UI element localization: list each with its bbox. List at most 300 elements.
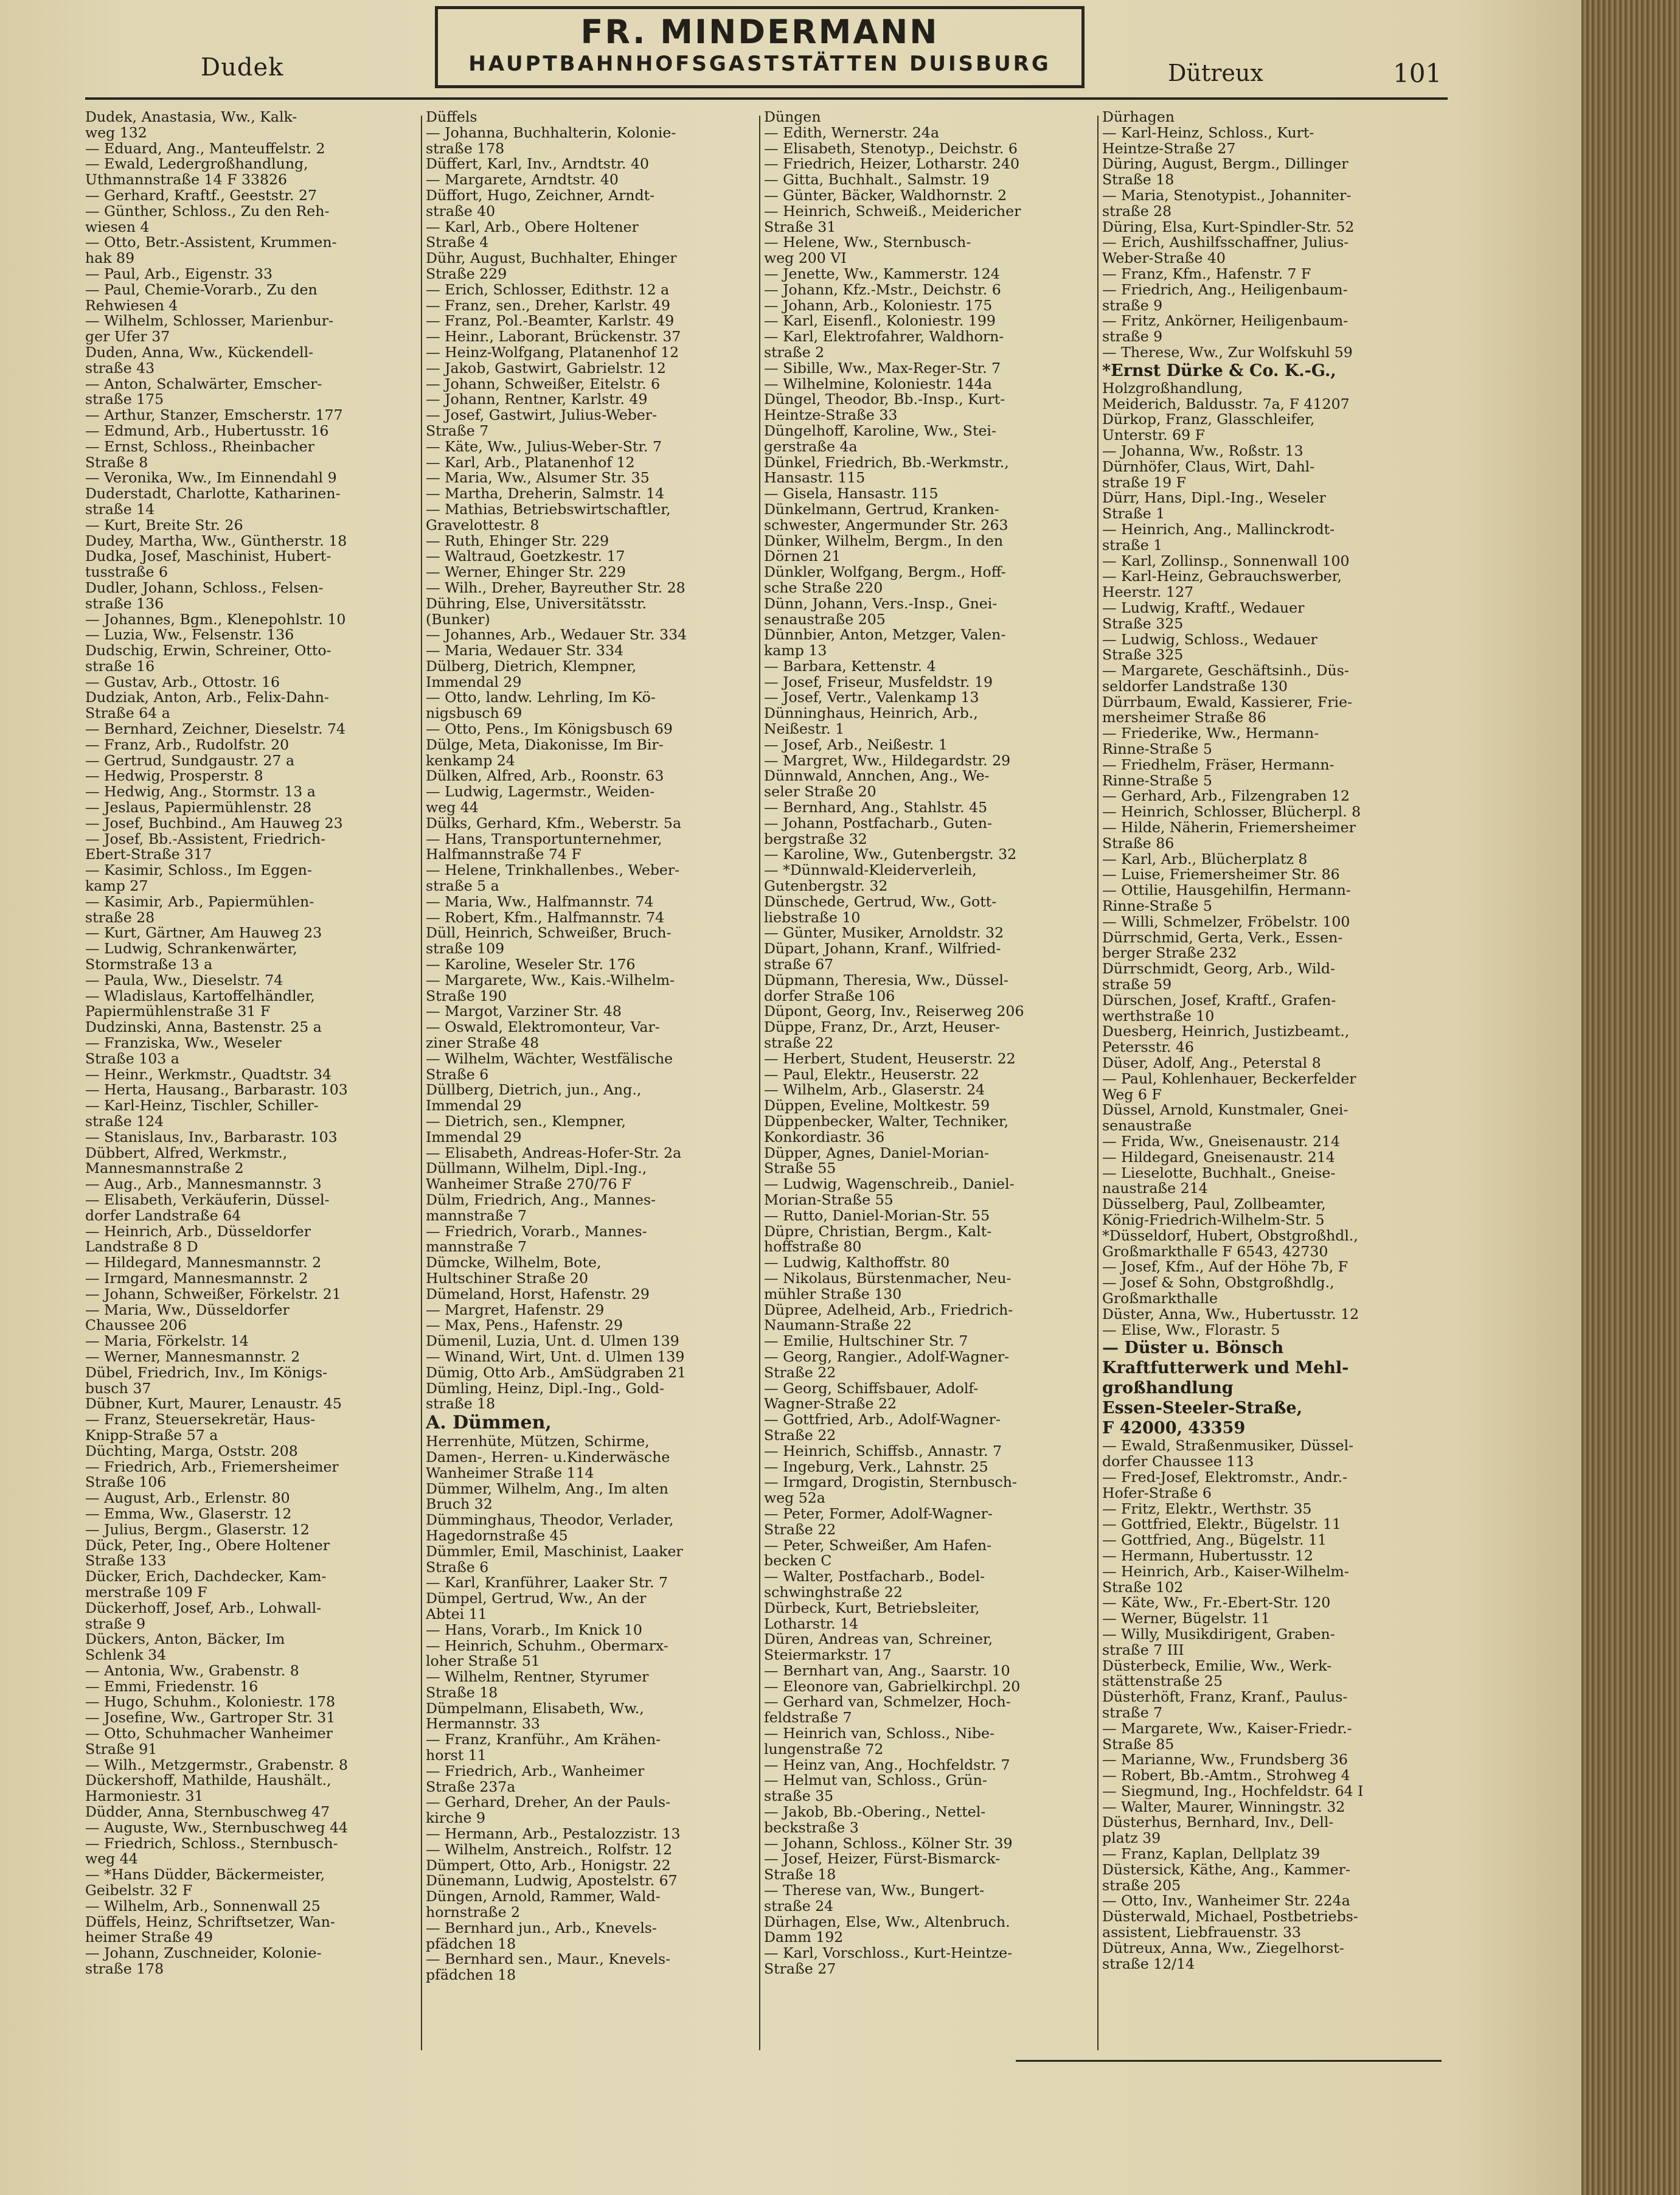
directory-entry-line: weg 44 [85,1851,138,1868]
directory-entry-line: — Veronika, Ww., Im Einnendahl 9 [85,470,337,487]
directory-entry-line: — Josef, Heizer, Fürst-Bismarck- [764,1851,1001,1868]
directory-entry-line: — Maria, Stenotypist., Johanniter- [1102,187,1352,204]
directory-entry-line: werthstraße 10 [1102,1008,1215,1024]
directory-entry-line: gerstraße 4a [764,439,858,455]
directory-entry-line: — Josef & Sohn, Obstgroßhdlg., [1102,1275,1335,1291]
directory-entry-line: — Heinrich, Schlosser, Blücherpl. 8 [1102,804,1361,821]
directory-entry-line: pfädchen 18 [426,1936,516,1952]
directory-entry-line: — Kasimir, Arb., Papiermühlen- [85,894,314,910]
directory-entry-line: — Johannes, Bgm., Klenepohlstr. 10 [85,611,346,628]
directory-entry-line: Dülge, Meta, Diakonisse, Im Bir- [426,737,664,753]
directory-entry-line: Dudek, Anastasia, Ww., Kalk- [85,110,297,125]
directory-entry-line: lungenstraße 72 [764,1741,884,1758]
directory-entry-line: Straße 64 a [85,706,170,722]
directory-entry-line: Wanheimer Straße 114 [426,1465,594,1481]
directory-entry-line: Dünkelmann, Gertrud, Kranken- [764,501,999,518]
directory-entry-line: Steiermarkstr. 17 [764,1647,892,1663]
directory-entry-line: — Johann, Postfacharb., Guten- [764,815,992,832]
directory-entry-line: Straße 22 [764,1365,836,1381]
directory-entry-line: Landstraße 8 D [85,1239,198,1256]
directory-entry-line: Düssel, Arnold, Kunstmaler, Gnei- [1102,1102,1349,1119]
directory-entry-line: — Heinr., Werkmstr., Quadtstr. 34 [85,1066,332,1083]
directory-entry-line: — Gisela, Hansastr. 115 [764,486,939,502]
directory-entry-line: stättenstraße 25 [1102,1674,1223,1690]
directory-entry-line: Morian-Straße 55 [764,1192,894,1208]
directory-entry-line: — Johanna, Ww., Roßstr. 13 [1102,443,1303,459]
directory-entry-line: — Karoline, Weseler Str. 176 [426,957,636,973]
directory-entry-line: Duden, Anna, Ww., Kückendell- [85,344,314,361]
directory-entry-line: — Luise, Friemersheimer Str. 86 [1102,867,1340,883]
directory-entry-line: Rehwiesen 4 [85,297,178,314]
directory-entry-line: Damm 192 [764,1930,844,1946]
directory-entry-line: ziner Straße 48 [426,1035,540,1051]
directory-entry-line: Holzgroßhandlung, [1102,380,1243,397]
directory-entry-line: Dünnbier, Anton, Metzger, Valen- [764,627,1006,644]
directory-entry-line: Dürrschmidt, Georg, Arb., Wild- [1102,961,1336,978]
directory-entry-line: — Therese van, Ww., Bungert- [764,1883,985,1899]
directory-entry-line: straße 40 [426,203,496,220]
directory-entry-line: — Wilhelmine, Koloniestr. 144a [764,376,992,392]
directory-entry-line: — Margarete, Geschäftsinh., Düs- [1102,663,1349,679]
directory-entry-line: — Friedrich, Schloss., Sternbusch- [85,1835,338,1852]
directory-entry-line: Heintze-Straße 33 [764,408,898,423]
directory-entry-line: Straße 55 [764,1161,836,1177]
directory-entry-line: — Irmgard, Mannesmannstr. 2 [85,1270,308,1287]
directory-entry-line: — Ottilie, Hausgehilfin, Hermann- [1102,883,1351,899]
directory-entry-line: — Karl-Heinz, Schloss., Kurt- [1102,125,1314,141]
directory-entry-line: Dümcke, Wilhelm, Bote, [426,1255,602,1271]
directory-entry-line: Düffert, Karl, Inv., Arndtstr. 40 [426,156,650,173]
directory-entry-line: — Friederike, Ww., Hermann- [1102,726,1319,742]
directory-entry-line: — Barbara, Kettenstr. 4 [764,658,936,675]
directory-entry-line: Immendal 29 [426,674,522,691]
directory-entry-line: — Margarete, Ww., Kaiser-Friedr.- [1102,1720,1352,1737]
directory-entry-line: straße 16 [85,658,155,675]
directory-entry-line: — Heinr., Laborant, Brückenstr. 37 [426,329,681,345]
directory-entry-line: — Ludwig, Wagenschreib., Daniel- [764,1177,1015,1192]
directory-entry-line: — Franz, Kaplan, Dellplatz 39 [1102,1846,1321,1862]
directory-entry-line: Dütreux, Anna, Ww., Ziegelhorst- [1102,1940,1344,1957]
column-4 [1102,110,1431,1972]
directory-entry-line: — Karl, Arb., Platanenhof 12 [426,454,635,471]
directory-entry-line: — Hedwig, Ang., Stormstr. 13 a [85,784,316,801]
directory-entry-line: Düsselberg, Paul, Zollbeamter, [1102,1197,1326,1212]
directory-entry-line: — Ernst, Schloss., Rheinbacher [85,439,314,455]
directory-entry-line: Düchting, Marga, Oststr. 208 [85,1443,298,1459]
directory-entry-line: — Gustav, Arb., Ottostr. 16 [85,674,280,691]
directory-entry-line: dorfer Straße 106 [764,988,895,1004]
directory-entry-line: Weber-Straße 40 [1102,251,1226,266]
directory-entry-line: — Fred-Josef, Elektromstr., Andr.- [1102,1469,1348,1486]
directory-entry-line: straße 18 [426,1396,496,1413]
directory-entry-line: Immendal 29 [426,1098,522,1114]
directory-entry-line: — Wilhelm, Anstreich., Rolfstr. 12 [426,1842,673,1858]
directory-entry-line: Dümminghaus, Theodor, Verlader, [426,1512,674,1528]
directory-entry-line: Naumann-Straße 22 [764,1318,912,1334]
directory-entry-line: Straße 31 [764,219,836,235]
directory-entry-line: Düren, Andreas van, Schreiner, [764,1632,993,1648]
directory-entry-line: Dünnwald, Annchen, Ang., We- [764,768,990,785]
directory-entry-line: — Willy, Musikdirigent, Graben- [1102,1626,1335,1643]
directory-entry-line: ger Ufer 37 [85,329,170,345]
directory-entry-line: dorfer Landstraße 64 [85,1208,241,1224]
directory-entry-line: Dühring, Else, Universitätsstr. [426,596,647,612]
directory-entry-line: Chaussee 206 [85,1318,187,1334]
directory-entry-line: — Peter, Former, Adolf-Wagner- [764,1506,993,1522]
directory-entry-line: Straße 106 [85,1475,167,1491]
directory-entry-line: Dürschen, Josef, Kraftf., Grafen- [1102,992,1336,1009]
directory-entry-line: — Ludwig, Lagermstr., Weiden- [426,784,655,801]
directory-entry-line: Straße 86 [1102,835,1175,852]
directory-entry-line: — Bernhart van, Ang., Saarstr. 10 [764,1663,1010,1679]
directory-entry-line: — Gottfried, Arb., Adolf-Wagner- [764,1412,1001,1428]
directory-entry-line: — Johanna, Buchhalterin, Kolonie- [426,125,676,141]
directory-entry-line: Schlenk 34 [85,1647,167,1663]
directory-entry-line: Düngelhoff, Karoline, Ww., Stei- [764,423,996,439]
directory-entry-line: — Erich, Schlosser, Edithstr. 12 a [426,282,670,298]
directory-entry-line: — Heinrich, Arb., Düsseldorfer [85,1223,311,1240]
directory-entry-line: — Willi, Schmelzer, Fröbelstr. 100 [1102,914,1350,930]
directory-entry-line: — Wilhelm, Rentner, Styrumer [426,1669,649,1685]
directory-entry-line: Düring, August, Bergm., Dillinger [1102,156,1349,173]
directory-entry-line: assistent, Liebfrauenstr. 33 [1102,1925,1302,1941]
directory-entry-line: — Margret, Hafenstr. 29 [426,1302,605,1318]
directory-entry-line: — Düster u. Bönsch [1102,1338,1284,1358]
directory-entry-line: Düllberg, Dietrich, jun., Ang., [426,1082,642,1099]
directory-entry-line: Hermannstr. 33 [426,1716,540,1733]
directory-entry-line: — Maria, Ww., Alsumer Str. 35 [426,470,650,487]
directory-entry-line: Geibelstr. 32 F [85,1883,193,1899]
directory-entry-line: — Georg, Schiffsbauer, Adolf- [764,1380,979,1397]
header-ad-line1: FR. MINDERMANN [580,13,939,51]
directory-entry-line: straße 175 [85,392,164,408]
directory-entry-line: kenkamp 24 [426,753,515,769]
directory-entry-line: — Hedwig, Prosperstr. 8 [85,768,263,785]
directory-entry-line: — Edith, Wernerstr. 24a [764,125,940,141]
directory-entry-line: — Heinrich, Ang., Mallinckrodt- [1102,521,1335,538]
directory-entry-line: schwinghstraße 22 [764,1584,903,1601]
directory-entry-line: Wagner-Straße 22 [764,1396,897,1413]
column-2 [426,110,754,1983]
directory-entry-line: Großmarkthalle [1102,1290,1218,1307]
directory-entry-line: — Hermann, Arb., Pestalozzistr. 13 [426,1826,681,1842]
directory-entry-line: bergstraße 32 [764,831,867,847]
directory-entry-line: Immendal 29 [426,1129,522,1146]
directory-entry-line: — Peter, Schweißer, Am Hafen- [764,1537,992,1554]
directory-entry-line: — Josefine, Ww., Gartroper Str. 31 [85,1710,336,1727]
directory-entry-line: mersheimer Straße 86 [1102,710,1266,726]
directory-entry-line: straße 9 [85,1616,146,1632]
directory-entry-line: seldorfer Landstraße 130 [1102,678,1288,695]
directory-entry-line: Abtei 11 [426,1606,487,1623]
directory-entry-line: Dümpel, Gertrud, Ww., An der [426,1591,647,1607]
directory-entry-line: — Ludwig, Schrankenwärter, [85,941,297,958]
directory-entry-line: — Elisabeth, Andreas-Hofer-Str. 2a [426,1145,682,1161]
directory-entry-line: — Walter, Postfacharb., Bodel- [764,1569,985,1585]
directory-entry-line: wiesen 4 [85,219,150,235]
page-number: 101 [1393,58,1442,88]
directory-entry-line: — Hildegard, Mannesmannstr. 2 [85,1255,322,1271]
directory-entry-line: Dück, Peter, Ing., Obere Holtener [85,1537,330,1554]
directory-entry-line: — Ludwig, Kalthoffstr. 80 [764,1255,950,1271]
directory-entry-line: — Rutto, Daniel-Morian-Str. 55 [764,1208,990,1224]
directory-entry-line: Dümeland, Horst, Hafenstr. 29 [426,1286,650,1303]
directory-entry-line: — Karl, Vorschloss., Kurt-Heintze- [764,1946,1013,1962]
directory-entry-line: A. Dümmen, [426,1412,552,1434]
directory-entry-line: — Emma, Ww., Glaserstr. 12 [85,1506,292,1522]
directory-entry-line: Dünemann, Ludwig, Apostelstr. 67 [426,1873,678,1890]
directory-entry-line: — Karl-Heinz, Gebrauchswerber, [1102,569,1342,585]
directory-entry-line: — Gottfried, Ang., Bügelstr. 11 [1102,1532,1327,1548]
directory-entry-line: — Käte, Ww., Julius-Weber-Str. 7 [426,439,662,455]
directory-entry-line: busch 37 [85,1380,151,1397]
directory-entry-line: Heerstr. 127 [1102,585,1194,600]
directory-entry-line: — Helene, Trinkhallenbes., Weber- [426,863,680,879]
directory-entry-line: Konkordiastr. 36 [764,1129,885,1146]
directory-entry-line: — Ruth, Ehinger Str. 229 [426,533,609,549]
directory-entry-line: — Gerhard, Kraftf., Geeststr. 27 [85,187,318,204]
directory-entry-line: Dudzinski, Anna, Bastenstr. 25 a [85,1020,322,1036]
directory-entry-line: Düstersick, Käthe, Ang., Kammer- [1102,1862,1350,1878]
directory-entry-line: — Wilhelm, Schlosser, Marienbur- [85,313,334,330]
directory-entry-line: — Heinrich, Arb., Kaiser-Wilhelm- [1102,1564,1349,1580]
directory-entry-line: straße 205 [1102,1877,1181,1894]
directory-entry-line: straße 178 [85,1961,164,1977]
directory-entry-line: — Gerhard van, Schmelzer, Hoch- [764,1694,1011,1711]
directory-entry-line: — Helmut van, Schloss., Grün- [764,1773,987,1789]
directory-entry-line: — Otto, Pens., Im Königsbusch 69 [426,722,673,737]
directory-entry-line: weg 132 [85,125,147,141]
directory-entry-line: Dürhagen, Else, Ww., Altenbruch. [764,1914,1010,1930]
directory-entry-line: straße 24 [764,1898,834,1915]
directory-entry-line: — Herta, Hausang., Barbarastr. 103 [85,1082,348,1099]
directory-entry-line: Rinne-Straße 5 [1102,773,1212,789]
directory-entry-line: — Heinrich, Schweiß., Meidericher [764,203,1021,220]
directory-entry-line: — Lieselotte, Buchhalt., Gneise- [1102,1165,1336,1181]
directory-entry-line: Großmarkthalle F 6543, 42730 [1102,1244,1328,1260]
directory-entry-line: Düppe, Franz, Dr., Arzt, Heuser- [764,1020,1001,1036]
directory-entry-line: Straße 190 [426,988,507,1004]
directory-entry-line: straße 19 F [1102,475,1187,491]
directory-entry-line: — Wilhelm, Wächter, Westfälische [426,1051,673,1067]
directory-entry-line: — Herbert, Student, Heuserstr. 22 [764,1051,1016,1067]
directory-entry-line: Gravelottestr. 8 [426,517,540,534]
directory-entry-line: straße 28 [1102,203,1172,220]
directory-entry-line: Hofer-Straße 6 [1102,1485,1212,1501]
directory-entry-line: Dürbeck, Kurt, Betriebsleiter, [764,1600,980,1616]
directory-entry-line: Straße 22 [764,1522,836,1538]
directory-entry-line: — Wilh., Metzgermstr., Grabenstr. 8 [85,1757,348,1773]
directory-entry-line: — Gertrud, Sundgaustr. 27 a [85,753,295,769]
directory-entry-line: feldstraße 7 [764,1710,852,1727]
directory-entry-line: — Johann, Arb., Koloniestr. 175 [764,297,993,314]
directory-entry-line: — Franz, Pol.-Beamter, Karlstr. 49 [426,313,675,330]
directory-entry-line: Dünker, Wilhelm, Bergm., In den [764,533,1004,549]
directory-entry-line: — Josef, Kfm., Auf der Höhe 7b, F [1102,1259,1349,1276]
directory-entry-line: Düffels [426,110,477,125]
directory-entry-line: weg 44 [426,800,479,816]
directory-entry-line: — Franz, Steuersekretär, Haus- [85,1412,316,1428]
directory-entry-line: Düngen, Arnold, Rammer, Wald- [426,1889,661,1905]
directory-entry-line: — Heinrich, Schiffsb., Annastr. 7 [764,1443,1002,1459]
directory-entry-line: — Friedrich, Arb., Friemersheimer [85,1459,339,1475]
directory-entry-line: — Friedhelm, Fräser, Hermann- [1102,757,1335,773]
directory-entry-line: Düpper, Agnes, Daniel-Morian- [764,1145,989,1161]
directory-entry-line: — Gitta, Buchhalt., Salmstr. 19 [764,172,990,188]
directory-entry-line: — *Hans Düdder, Bäckermeister, [85,1867,325,1884]
directory-entry-line: — Stanislaus, Inv., Barbarastr. 103 [85,1129,338,1146]
directory-entry-line: Hultschiner Straße 20 [426,1270,589,1287]
directory-entry-line: — Mathias, Betriebswirtschaftler, [426,501,671,518]
directory-entry-line: — Ewald, Ledergroßhandlung, [85,156,308,173]
directory-entry-line: Düpmann, Theresia, Ww., Düssel- [764,972,1008,989]
directory-entry-line: Dümmler, Emil, Maschinist, Laaker [426,1543,683,1560]
directory-entry-line: kirche 9 [426,1811,486,1827]
directory-columns [85,110,1448,2056]
directory-entry-line: — Karl, Kranführer, Laaker Str. 7 [426,1575,668,1591]
directory-entry-line: Straße 237a [426,1779,516,1795]
directory-entry-line: straße 12/14 [1102,1956,1195,1972]
directory-entry-line: — Fritz, Elektr., Werthstr. 35 [1102,1501,1312,1517]
directory-entry-line: — Edmund, Arb., Hubertusstr. 16 [85,423,329,439]
directory-entry-line: — Günter, Musiker, Arnoldstr. 32 [764,925,1004,942]
directory-entry-line: straße 7 [1102,1705,1163,1721]
directory-entry-line: — Siegmund, Ing., Hochfeldstr. 64 I [1102,1783,1364,1800]
directory-entry-line: Dübbert, Alfred, Werkmstr., [85,1145,288,1161]
directory-entry-line: Düngel, Theodor, Bb.-Insp., Kurt- [764,392,1005,408]
directory-entry-line: Hansastr. 115 [764,470,866,487]
directory-entry-line: *Ernst Dürke & Co. K.-G., [1102,361,1336,380]
directory-entry-line: Petersstr. 46 [1102,1040,1194,1056]
directory-entry-line: — Paula, Ww., Dieselstr. 74 [85,972,283,989]
directory-entry-line: Lotharstr. 14 [764,1616,859,1632]
directory-entry-line: Straße 8 [85,454,148,471]
directory-entry-line: Straße 85 [1102,1736,1175,1753]
directory-entry-line: — Werner, Mannesmannstr. 2 [85,1349,300,1365]
directory-entry-line: — Sibille, Ww., Max-Reger-Str. 7 [764,360,1001,377]
directory-entry-line: Dudka, Josef, Maschinist, Hubert- [85,549,331,565]
directory-entry-line: Dümenil, Luzia, Unt. d. Ulmen 139 [426,1334,679,1349]
directory-entry-line: — Paul, Elektr., Heuserstr. 22 [764,1066,979,1083]
directory-entry-line: Düpont, Georg, Inv., Reiserweg 206 [764,1004,1024,1020]
directory-entry-line: — Hildegard, Gneisenaustr. 214 [1102,1149,1335,1166]
directory-entry-line: — Julius, Bergm., Glaserstr. 12 [85,1522,310,1538]
directory-entry-line: König-Friedrich-Wilhelm-Str. 5 [1102,1212,1325,1228]
directory-entry-line: Dudschig, Erwin, Schreiner, Otto- [85,643,331,659]
directory-entry-line: Dünn, Johann, Vers.-Insp., Gnei- [764,596,998,612]
directory-entry-line: Dünninghaus, Heinrich, Arb., [764,706,978,722]
directory-entry-line: — Karl, Zollinsp., Sonnenwall 100 [1102,553,1350,569]
directory-entry-line: Düffort, Hugo, Zeichner, Arndt- [426,187,655,204]
directory-entry-line: merstraße 109 F [85,1584,207,1601]
directory-entry-line: Straße 18 [1102,172,1175,188]
directory-entry-line: straße 1 [1102,537,1163,554]
directory-entry-line: — Heinz van, Ang., Hochfeldstr. 7 [764,1757,1010,1773]
directory-entry-line: — Margarete, Ww., Kais.-Wilhelm- [426,972,675,989]
directory-entry-line: Düll, Heinrich, Schweißer, Bruch- [426,925,672,942]
directory-entry-line: — Jeslaus, Papiermühlenstr. 28 [85,800,312,816]
directory-entry-line: — Franz, Arb., Rudolfstr. 20 [85,737,290,753]
directory-entry-line: Halfmannstraße 74 F [426,847,581,863]
directory-entry-line: — Helene, Ww., Sternbusch- [764,235,971,251]
directory-entry-line: Düppen, Eveline, Moltkestr. 59 [764,1098,990,1114]
directory-entry-line: Dülken, Alfred, Arb., Roonstr. 63 [426,768,664,785]
directory-entry-line: — Otto, Betr.-Assistent, Krummen- [85,235,337,251]
directory-entry-line: — Ingeburg, Verk., Lahnstr. 25 [764,1459,988,1475]
directory-entry-line: — Wilhelm, Arb., Glaserstr. 24 [764,1082,985,1099]
directory-entry-line: Dümpelmann, Elisabeth, Ww., [426,1700,644,1717]
directory-entry-line: — Karl, Elektrofahrer, Waldhorn- [764,329,1004,345]
directory-entry-line: — Karl, Arb., Obere Holtener [426,219,639,235]
directory-entry-line: kamp 27 [85,878,148,894]
header-rule [85,97,1448,100]
directory-entry-line: straße 136 [85,596,164,612]
directory-entry-line: — Martha, Dreherin, Salmstr. 14 [426,486,665,502]
directory-entry-line: Dürnhöfer, Claus, Wirt, Dahl- [1102,459,1315,475]
directory-entry-line: Straße 325 [1102,647,1184,664]
directory-entry-line: mannstraße 7 [426,1239,527,1256]
directory-entry-line: straße 59 [1102,977,1172,993]
header-left-word: Dudek [201,54,284,82]
directory-entry-line: Dürkop, Franz, Glasschleifer, [1102,412,1315,428]
directory-entry-line: — Walter, Maurer, Winningstr. 32 [1102,1799,1345,1815]
directory-entry-line: Neißestr. 1 [764,722,845,737]
directory-entry-line: Düser, Adolf, Ang., Peterstal 8 [1102,1056,1321,1071]
directory-entry-line: — Luzia, Ww., Felsenstr. 136 [85,627,294,644]
directory-entry-line: — Otto, landw. Lehrling, Im Kö- [426,690,656,706]
directory-entry-line: (Bunker) [426,611,490,628]
directory-entry-line: Düppenbecker, Walter, Techniker, [764,1114,1009,1130]
directory-entry-line: straße 14 [85,501,155,518]
directory-entry-line: Dühr, August, Buchhalter, Ehinger [426,251,677,266]
directory-entry-line: — Josef, Friseur, Musfeldstr. 19 [764,674,993,691]
directory-entry-line: — Bernhard, Zeichner, Dieselstr. 74 [85,722,346,737]
directory-entry-line: Straße 4 [426,235,489,251]
directory-entry-line: — Karl, Eisenfl., Koloniestr. 199 [764,313,996,330]
directory-entry-line: — Hugo, Schuhm., Koloniestr. 178 [85,1694,335,1711]
directory-entry-line: — Johann, Rentner, Karlstr. 49 [426,392,648,408]
directory-entry-line: Dürhagen [1102,110,1175,125]
directory-entry-line: Straße 1 [1102,506,1165,522]
directory-entry-line: Gutenbergstr. 32 [764,878,888,894]
directory-entry-line: — Antonia, Ww., Grabenstr. 8 [85,1663,299,1679]
directory-entry-line: beckstraße 3 [764,1820,859,1836]
directory-entry-line: — Heinz-Wolfgang, Platanenhof 12 [426,344,679,361]
directory-entry-line: loher Straße 51 [426,1654,540,1670]
column-3 [764,110,1092,1977]
directory-entry-line: — Hermann, Hubertusstr. 12 [1102,1548,1313,1564]
directory-entry-line: — Friedrich, Ang., Heiligenbaum- [1102,282,1348,298]
directory-entry-line: *Düsseldorf, Hubert, Obstgroßhdl., [1102,1228,1358,1244]
directory-entry-line: straße 7 III [1102,1642,1184,1658]
directory-entry-line: Rinne-Straße 5 [1102,742,1212,757]
directory-entry-line: — Josef, Bb.-Assistent, Friedrich- [85,831,326,847]
directory-entry-line: weg 52a [764,1491,825,1506]
directory-entry-line: Straße 102 [1102,1579,1184,1596]
directory-entry-line: — Kurt, Breite Str. 26 [85,517,243,534]
directory-entry-line: sche Straße 220 [764,580,883,596]
directory-entry-line: — Werner, Bügelstr. 11 [1102,1611,1270,1627]
directory-entry-line: Düdder, Anna, Sternbuschweg 47 [85,1804,330,1820]
directory-entry-line: Papiermühlenstraße 31 F [85,1004,271,1020]
directory-entry-line: — Heinrich van, Schloss., Nibe- [764,1726,994,1742]
directory-entry-line: — Erich, Aushilfsschaffner, Julius- [1102,235,1349,251]
directory-entry-line: — Margot, Varziner Str. 48 [426,1004,622,1020]
directory-entry-line: — Marianne, Ww., Frundsberg 36 [1102,1752,1348,1769]
directory-entry-line: Dübel, Friedrich, Inv., Im Königs- [85,1365,328,1381]
bottom-rule [1016,2060,1442,2062]
directory-entry-line: — Nikolaus, Bürstenmacher, Neu- [764,1270,1012,1287]
